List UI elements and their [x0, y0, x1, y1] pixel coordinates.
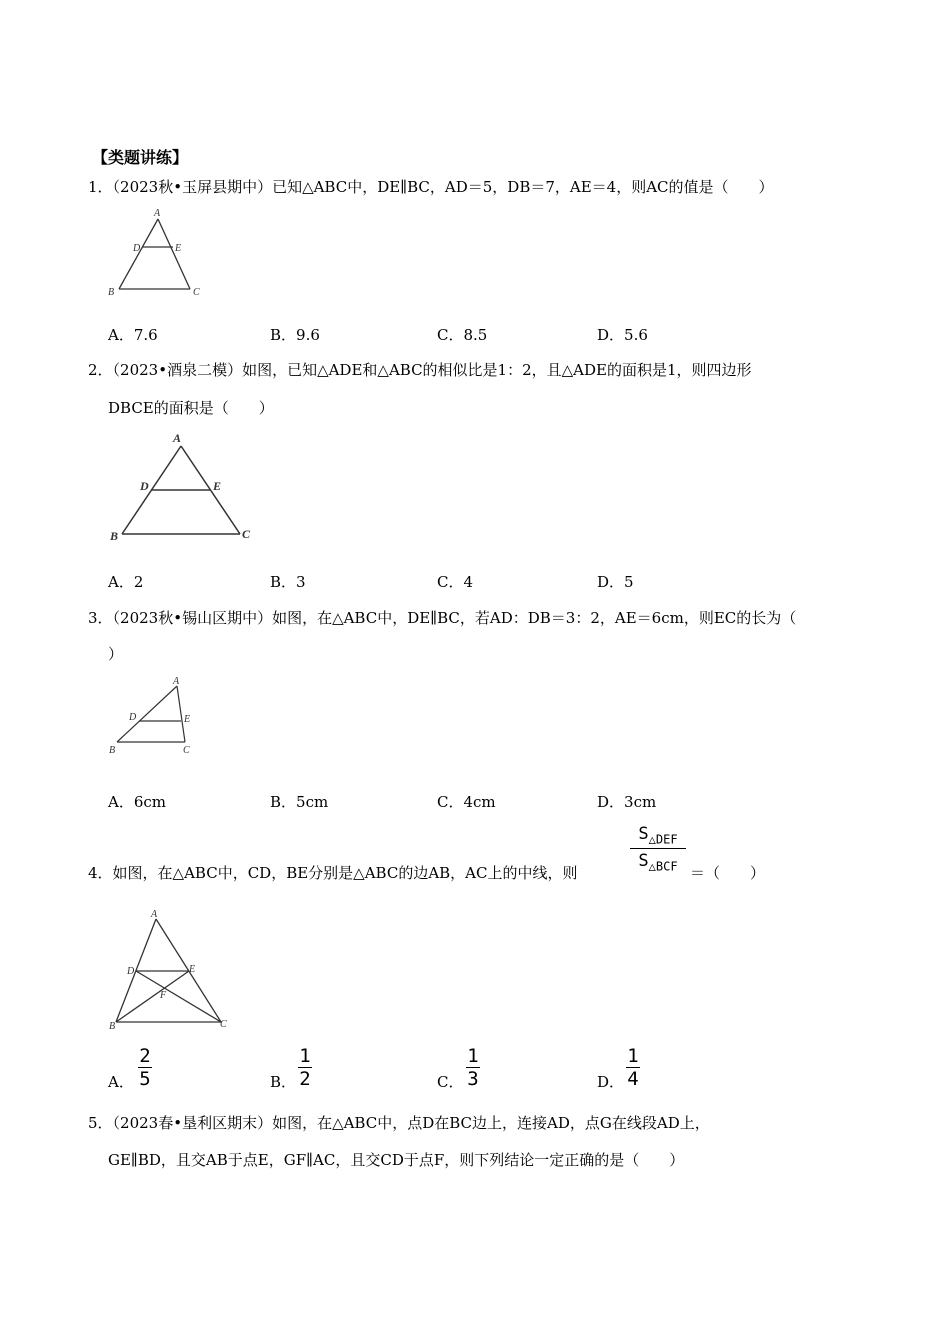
question-5-line1: 5．（2023春•垦利区期末）如图，在△ABC中，点D在BC边上，连接AD，点G在线段AD上， [88, 1114, 710, 1132]
q4-frac-den-sub: △BCF [648, 859, 678, 874]
question-2-figure [100, 428, 260, 546]
q2-label-d: D [140, 479, 149, 493]
q4-frac-den: S [638, 851, 649, 872]
question-2-line2: DBCE的面积是（ ） [108, 399, 274, 417]
q4-option-d-num: 1 [627, 1045, 639, 1067]
question-5-line2: GE∥BD，且交AB于点E，GF∥AC，且交CD于点F，则下列结论一定正确的是（ ） [108, 1151, 685, 1169]
q4-option-d-fraction [622, 1046, 644, 1089]
q4-option-a-fraction [134, 1046, 156, 1089]
q4-label-a: A [151, 909, 158, 920]
q4-option-b-den: 2 [299, 1068, 311, 1090]
q4-option-b-num: 1 [299, 1045, 311, 1067]
q3-option-a: A．6cm [108, 793, 167, 811]
question-3-line1: 3．（2023秋•锡山区期中）如图，在△ABC中，DE∥BC，若AD：DB＝3：2，AE＝6cm，则EC的长为（ [88, 609, 797, 627]
q2-label-b: B [110, 529, 119, 543]
q2-label-a: A [173, 431, 182, 445]
q4-option-c-fraction [462, 1046, 484, 1089]
question-4-text: 4．如图，在△ABC中，CD，BE分别是△ABC的边AB，AC上的中线，则 [88, 864, 578, 882]
q4-option-b-fraction [294, 1046, 316, 1089]
q4-label-e: E [189, 964, 196, 975]
section-heading: 【类题讲练】 [92, 148, 189, 167]
q2-option-a: A．2 [108, 573, 144, 591]
q2-option-b: B．3 [270, 573, 306, 591]
q1-option-a: A．7.6 [108, 326, 158, 344]
q4-option-c-label: C． [437, 1073, 464, 1091]
q2-label-c: C [242, 527, 251, 541]
q4-option-a-den: 5 [139, 1068, 151, 1090]
q3-option-d: D．3cm [597, 793, 657, 811]
q3-label-e: E [184, 714, 191, 725]
q4-label-c: C [220, 1019, 227, 1030]
q1-option-c: C．8.5 [437, 326, 488, 344]
q4-option-b-label: B． [270, 1073, 297, 1091]
q1-option-b: B．9.6 [270, 326, 320, 344]
q3-label-d: D [129, 712, 137, 723]
q1-label-b: B [108, 287, 115, 298]
q3-option-b: B．5cm [270, 793, 329, 811]
q3-label-c: C [183, 745, 190, 756]
question-3-figure [100, 674, 210, 760]
q4-frac-num: S [638, 824, 649, 844]
q4-area-ratio-fraction [630, 824, 686, 874]
question-3-line2: ） [108, 645, 124, 663]
q4-option-a-label: A． [108, 1073, 134, 1091]
q2-option-d: D．5 [597, 573, 634, 591]
q4-label-b: B [109, 1021, 116, 1032]
q3-label-b: B [109, 745, 116, 756]
q1-label-e: E [175, 243, 182, 254]
q4-option-c-den: 3 [467, 1068, 479, 1090]
q2-option-c: C．4 [437, 573, 474, 591]
question-1-figure [100, 205, 210, 300]
q4-label-d: D [127, 966, 135, 977]
question-4-tail: ＝（ ） [690, 864, 766, 882]
question-2-line1: 2．（2023•酒泉二模）如图，已知△ADE和△ABC的相似比是1：2，且△ADE的面积是1，则四边形 [88, 361, 752, 379]
q3-option-c: C．4cm [437, 793, 496, 811]
q1-label-a: A [154, 208, 161, 219]
q1-label-d: D [133, 243, 141, 254]
q1-option-d: D．5.6 [597, 326, 648, 344]
question-1-text: 1．（2023秋•玉屏县期中）已知△ABC中，DE∥BC，AD＝5，DB＝7，AE＝4，则AC的值是（ ） [88, 178, 774, 196]
q1-label-c: C [193, 287, 200, 298]
q4-frac-num-sub: △DEF [648, 832, 678, 847]
q4-option-d-label: D． [597, 1073, 625, 1091]
question-4-figure [100, 905, 240, 1035]
q2-label-e: E [213, 479, 222, 493]
q4-option-d-den: 4 [627, 1068, 639, 1090]
q4-option-c-num: 1 [467, 1045, 479, 1067]
q3-label-a: A [173, 676, 180, 687]
q4-label-f: F [160, 990, 167, 1001]
q4-option-a-num: 2 [139, 1045, 151, 1067]
